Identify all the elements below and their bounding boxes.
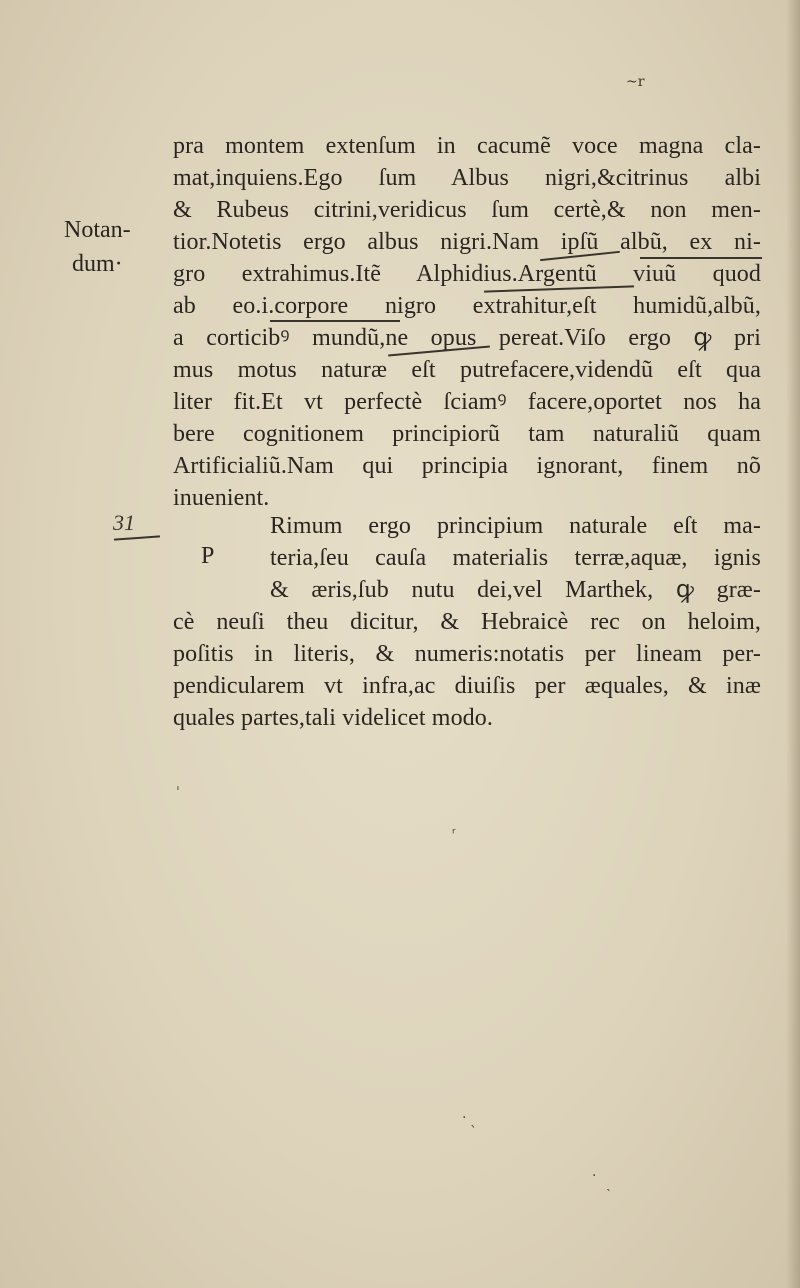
ink-underline [270, 320, 400, 322]
margin-note-notandum-2: dum· [72, 251, 123, 277]
text-line: inuenient. [173, 485, 270, 511]
text-line: gro extrahimus.Itẽ Alphidius.Argentũ viuũ quod [173, 261, 761, 287]
paper-speck: ˴ [606, 1181, 611, 1197]
paper-speck: ˌ [176, 776, 180, 792]
text-line: pendicularem vt infra,ac diuiſis per æquales, & inæ [173, 673, 761, 699]
text-line: mus motus naturæ eſt putrefacere,videndũ eſt qua [173, 357, 761, 383]
text-line: Rimum ergo principium naturale eſt ma- [270, 513, 761, 539]
text-line: a corticibꝰ mundũ,ne opus pereat.Viſo ergo ꝙ pri [173, 325, 761, 351]
text-line: teria,ſeu cauſa materialis terræ,aquæ, ignis [270, 545, 761, 571]
text-line: & Rubeus citrini,veridicus ſum certè,& non men- [173, 197, 761, 223]
text-line: ab eo.i.corpore nigro extrahitur,eſt humidũ,albũ, [173, 293, 761, 319]
paper-speck: · [462, 1110, 467, 1126]
paper-speck: · [592, 1168, 597, 1184]
text-line: bere cognitionem principiorũ tam naturaliũ quam [173, 421, 761, 447]
drop-capital: P [201, 543, 215, 569]
text-line: tior.Notetis ergo albus nigri.Nam ipſũ albũ, ex ni- [173, 229, 761, 255]
margin-note-notandum-1: Notan- [64, 217, 131, 243]
handwritten-number: 31 [113, 510, 135, 535]
text-line: mat,inquiens.Ego ſum Albus nigri,&citrinus albi [173, 165, 761, 191]
text-line: quales partes,tali videlicet modo. [173, 705, 493, 731]
text-line: poſitis in literis, & numeris:notatis per lineam per- [173, 641, 761, 667]
page-edge-shadow [786, 0, 800, 1288]
text-line: & æris,ſub nutu dei,vel Marthek, ꝙ græ- [270, 577, 761, 603]
corner-mark: ~r [626, 74, 645, 90]
text-line: Artificialiũ.Nam qui principia ignorant, finem nõ [173, 453, 761, 479]
ink-underline [640, 257, 762, 259]
paper-speck: ʳ [452, 826, 456, 842]
text-line: liter fit.Et vt perfectè ſciamꝰ facere,oportet nos ha [173, 389, 761, 415]
text-line: pra montem extenſum in cacumẽ voce magna cla- [173, 133, 761, 159]
text-line: cè neuſi theu dicitur, & Hebraicè rec on heloim, [173, 609, 761, 635]
paper-speck: ˎ [470, 1112, 477, 1128]
